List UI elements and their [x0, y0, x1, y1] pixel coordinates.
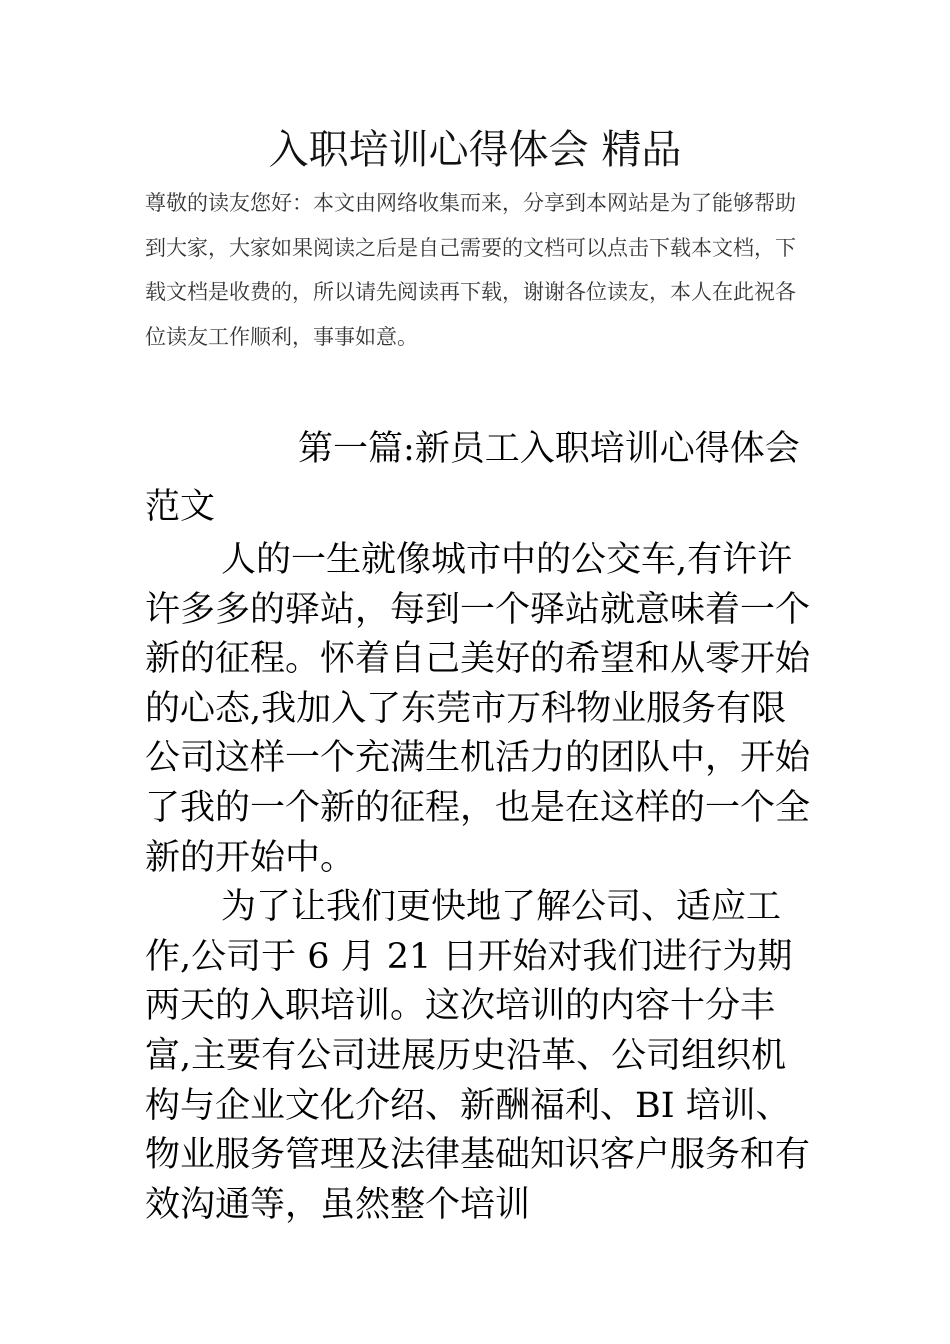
document-body: [145, 420, 810, 1230]
body-paragraph: 人的一生就像城市中的公交车,有许许许多多的驿站，每到一个驿站就意味着一个新的征程。怀着自己美好的希望和从零开始的心态,我加入了东莞市万科物业服务有限公司这样一个充满生机活力的团队中，开始了我的一个新的征程，也是在这样的一个全新的开始中。: [145, 540, 811, 878]
chapter-heading: 第一篇:新员工入职培训心得体会范文: [145, 429, 800, 527]
reader-notice: 尊敬的读友您好：本文由网络收集而来，分享到本网站是为了能够帮助到大家，大家如果阅读之后是自己需要的文档可以点击下载本文档，下载文档是收费的，所以请先阅读再下载，谢谢各位读友，本人在此祝各位读友工作顺利，事事如意。: [145, 191, 796, 349]
document-title: 入职培训心得体会 精品: [268, 127, 682, 173]
body-paragraph: 为了让我们更快地了解公司、适应工作,公司于 6 月 21 日开始对我们进行为期两天的入职培训。这次培训的内容十分丰富,主要有公司进展历史沿革、公司组织机构与企业文化介绍、新酬福利、BI 培训、物业服务管理及法律基础知识客户服务和有效沟通等，虽然整个培训: [145, 887, 811, 1225]
